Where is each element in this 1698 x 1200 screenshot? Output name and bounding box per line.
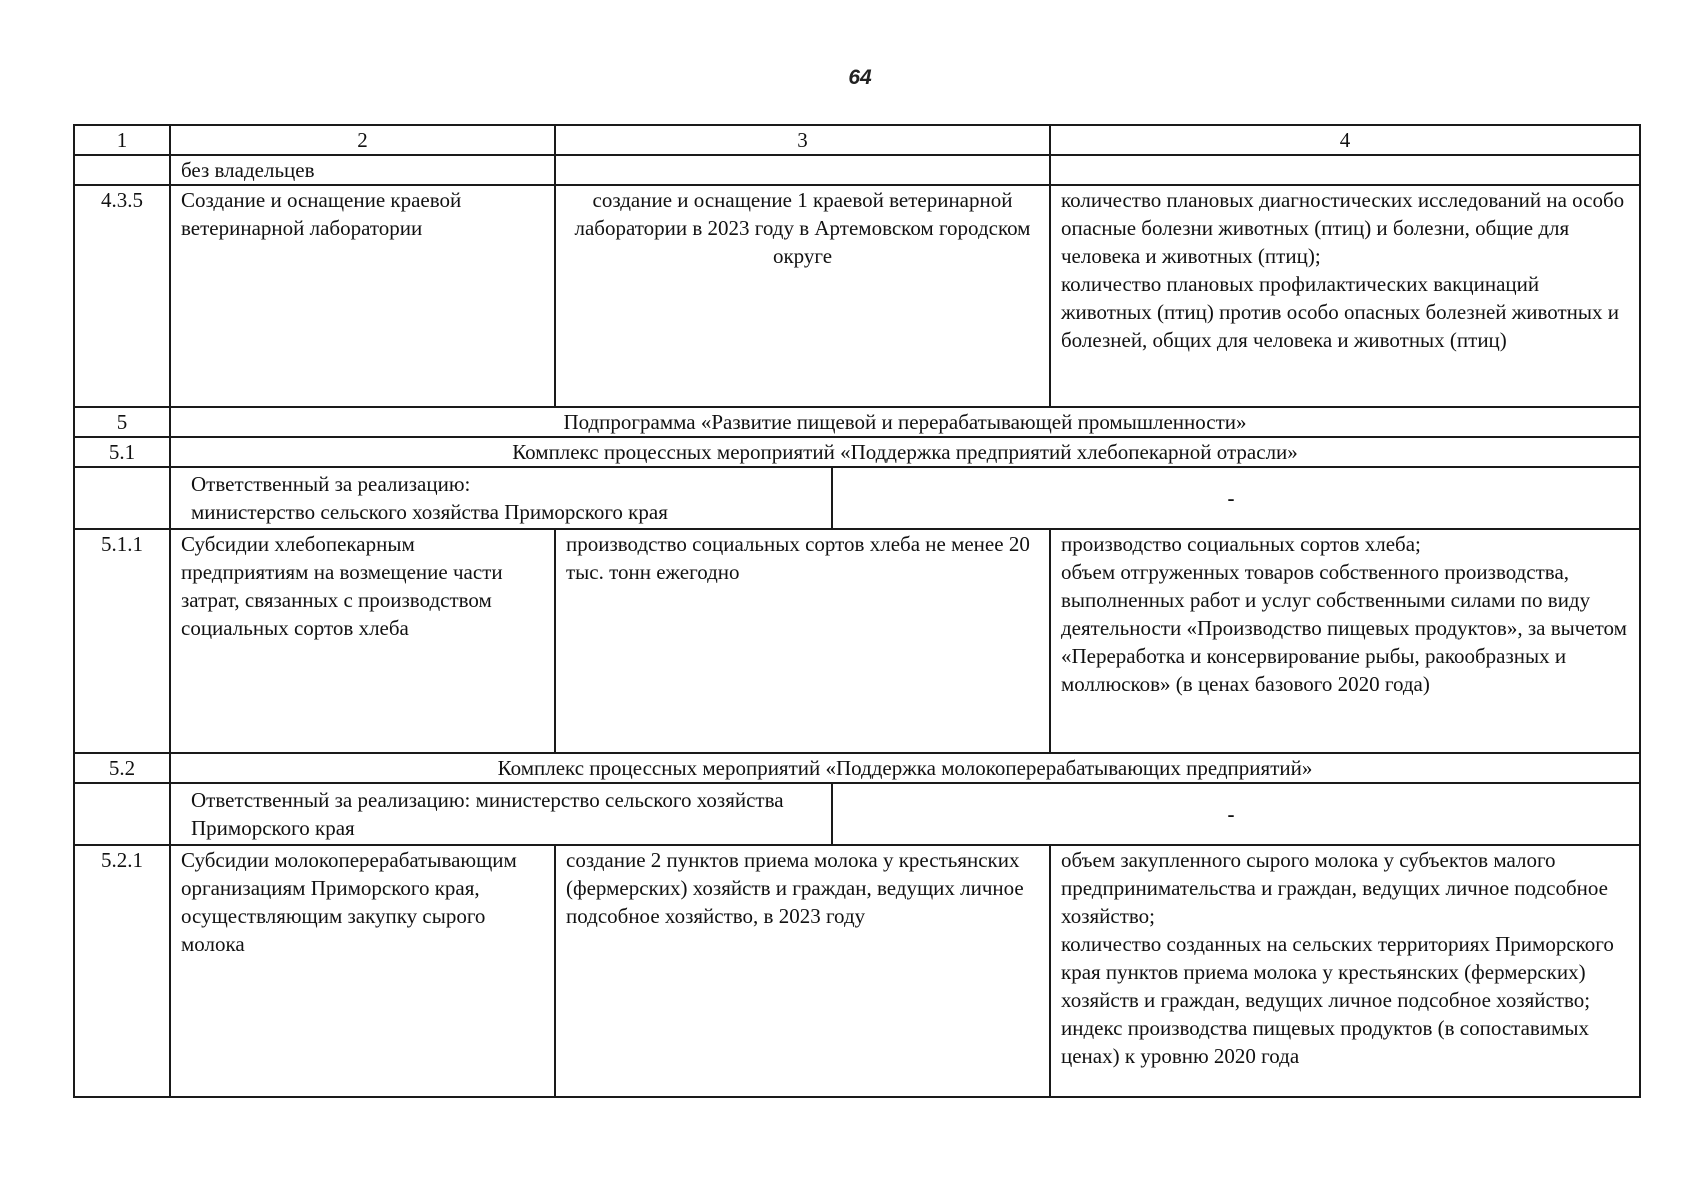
indicator: объем закупленного сырого молока у субъектов малого предпринимательства и граждан, ведущих личное подсобное хозяйство; количество созданных на сельских территориях Приморского края пунктов приема молока у крестьянских (фермерских) хозяйств и граждан, ведущих личное подсобное хозяйство; индекс производства пищевых продуктов (в сопоставимых ценах) к уровню 2020 года: [1050, 845, 1640, 1097]
responsible-dash: -: [1227, 802, 1235, 826]
section-number: 5: [74, 407, 170, 437]
section-title: Комплекс процессных мероприятий «Поддержка молокоперерабатывающих предприятий»: [170, 753, 1640, 783]
section-row: [74, 753, 1640, 783]
measure-name: без владельцев: [170, 155, 555, 185]
header-cell: 1: [74, 125, 170, 155]
indicator: производство социальных сортов хлеба; объем отгруженных товаров собственного производства, выполненных работ и услуг собственными силами по виду деятельности «Производство пищевых продуктов», за вычетом «Переработка и консервирование рыбы, ракообразных и моллюсков» (в ценах базового 2020 года): [1050, 529, 1640, 753]
program-table: [73, 124, 1641, 1098]
responsible-cell: [170, 783, 1640, 845]
section-number: 5.1: [74, 437, 170, 467]
row-number: [74, 155, 170, 185]
page-number: 64: [848, 66, 872, 89]
table-row: [74, 845, 1640, 1097]
responsible-cell: [170, 467, 1640, 529]
section-title: Комплекс процессных мероприятий «Поддержка предприятий хлебопекарной отрасли»: [170, 437, 1640, 467]
responsible-text: Ответственный за реализацию: министерство сельского хозяйства Приморского края: [181, 784, 833, 844]
section-row: [74, 407, 1640, 437]
row-number: 5.1.1: [74, 529, 170, 753]
measure-name: Создание и оснащение краевой ветеринарной лаборатории: [170, 185, 555, 407]
row-number: 5.2.1: [74, 845, 170, 1097]
header-cell: 4: [1050, 125, 1640, 155]
header-cell: 2: [170, 125, 555, 155]
table-row: [74, 529, 1640, 753]
section-number: 5.2: [74, 753, 170, 783]
table-row: [74, 155, 1640, 185]
expected-result: производство социальных сортов хлеба не менее 20 тыс. тонн ежегодно: [555, 529, 1050, 753]
expected-result: создание 2 пунктов приема молока у крестьянских (фермерских) хозяйств и граждан, ведущих личное подсобное хозяйство, в 2023 году: [555, 845, 1050, 1097]
responsible-text: Ответственный за реализацию: министерство сельского хозяйства Приморского края: [181, 468, 833, 528]
section-title: Подпрограмма «Развитие пищевой и перерабатывающей промышленности»: [170, 407, 1640, 437]
section-row: [74, 437, 1640, 467]
responsible-row: [74, 783, 1640, 845]
responsible-dash: -: [1227, 486, 1235, 510]
expected-result: [555, 155, 1050, 185]
responsible-row: [74, 467, 1640, 529]
indicator: [1050, 155, 1640, 185]
measure-name: Субсидии молокоперерабатывающим организациям Приморского края, осуществляющим закупку сырого молока: [170, 845, 555, 1097]
expected-result: создание и оснащение 1 краевой ветеринарной лаборатории в 2023 году в Артемовском городском округе: [555, 185, 1050, 407]
empty-cell: [74, 467, 170, 529]
row-number: 4.3.5: [74, 185, 170, 407]
table-header-row: [74, 125, 1640, 155]
indicator: количество плановых диагностических исследований на особо опасные болезни животных (птиц) и болезни, общие для человека и животных (птиц); количество плановых профилактических вакцинаций животных (птиц) против особо опасных болезней животных и болезней, общих для человека и животных (птиц): [1050, 185, 1640, 407]
measure-name: Субсидии хлебопекарным предприятиям на возмещение части затрат, связанных с производством социальных сортов хлеба: [170, 529, 555, 753]
table-row: [74, 185, 1640, 407]
empty-cell: [74, 783, 170, 845]
header-cell: 3: [555, 125, 1050, 155]
